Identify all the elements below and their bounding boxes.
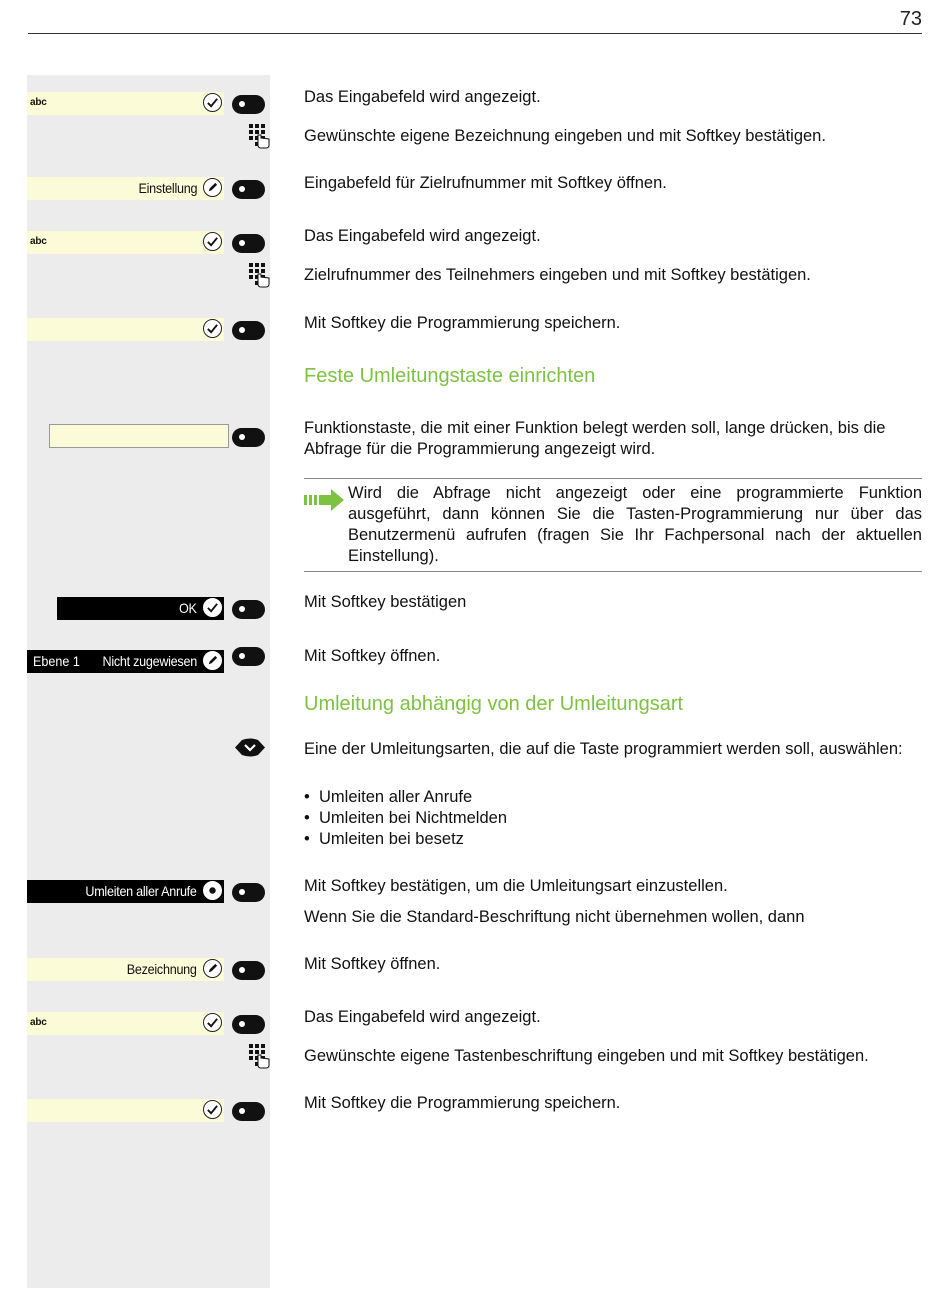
display-label: Bezeichnung — [127, 961, 197, 977]
check-circle-icon — [203, 319, 222, 338]
softkey[interactable] — [232, 1015, 265, 1034]
instruction-text: Eingabefeld für Zielrufnummer mit Softkey öffnen. — [304, 174, 667, 192]
list-item: • Umleiten aller Anrufe — [304, 787, 904, 808]
instruction-text: Mit Softkey die Programmierung speichern. — [304, 1094, 621, 1112]
softkey[interactable] — [232, 961, 265, 980]
softkey[interactable] — [232, 180, 265, 199]
abc-indicator: abc — [30, 97, 47, 108]
check-circle-icon — [203, 93, 222, 112]
instruction-text: Das Eingabefeld wird angezeigt. — [304, 1008, 541, 1026]
note-text: Wird die Abfrage nicht angezeigt oder eine programmierte Funktion ausgeführt, dann können Sie die Tasten-Programmierung nur über das Benutzermenü aufrufen (fragen Sie Ihr Fachpersonal nach der aktuellen Einstellung). — [348, 484, 922, 565]
pencil-circle-icon — [203, 651, 222, 670]
level-display — [27, 650, 224, 673]
keypad-icon — [248, 1043, 270, 1069]
function-key[interactable] — [232, 428, 265, 447]
level-label: Ebene 1 — [33, 653, 80, 669]
display-label: OK — [179, 600, 197, 616]
instruction-text: Das Eingabefeld wird angezeigt. — [304, 227, 541, 245]
forwarding-types-list — [304, 787, 904, 850]
softkey[interactable] — [232, 883, 265, 902]
label-display — [27, 958, 224, 981]
input-display — [27, 231, 224, 254]
abc-indicator: abc — [30, 236, 47, 247]
list-item: • Umleiten bei besetz — [304, 829, 904, 850]
softkey[interactable] — [232, 647, 265, 666]
input-display — [27, 92, 224, 115]
pencil-circle-icon — [203, 959, 222, 978]
instruction-text: Mit Softkey öffnen. — [304, 647, 441, 665]
keypad-icon — [248, 123, 270, 149]
note-arrow-icon — [304, 487, 346, 513]
check-circle-icon — [203, 232, 222, 251]
navigation-key-icon[interactable] — [234, 738, 266, 757]
softkey[interactable] — [232, 95, 265, 114]
check-circle-icon — [203, 1100, 222, 1119]
section-heading: Feste Umleitungstaste einrichten — [304, 365, 596, 387]
softkey[interactable] — [232, 1102, 265, 1121]
radio-selected-icon — [203, 881, 222, 900]
abc-indicator: abc — [30, 1017, 47, 1028]
instruction-text: Eine der Umleitungsarten, die auf die Taste programmiert werden soll, auswählen: — [304, 740, 903, 758]
instruction-text: Funktionstaste, die mit einer Funktion belegt werden soll, lange drücken, bis die Abfrage für die Programmierung angezeigt wird. — [304, 419, 886, 458]
instruction-text: Zielrufnummer des Teilnehmers eingeben und mit Softkey bestätigen. — [304, 266, 811, 284]
section-heading: Umleitung abhängig von der Umleitungsart — [304, 693, 684, 715]
header-rule — [28, 33, 922, 34]
display-label: Umleiten aller Anrufe — [85, 883, 197, 899]
instruction-text: Gewünschte eigene Tastenbeschriftung eingeben und mit Softkey bestätigen. — [304, 1047, 869, 1065]
forwarding-option-display — [27, 880, 224, 903]
keypad-icon — [248, 262, 270, 288]
instruction-text: Mit Softkey bestätigen — [304, 593, 467, 611]
note-box — [304, 478, 922, 572]
function-key-display — [49, 424, 229, 448]
instruction-text: Wenn Sie die Standard-Beschriftung nicht übernehmen wollen, dann — [304, 908, 805, 926]
page-number: 73 — [899, 8, 922, 30]
instruction-text: Das Eingabefeld wird angezeigt. — [304, 88, 541, 106]
instruction-text: Mit Softkey bestätigen, um die Umleitungsart einzustellen. — [304, 877, 728, 895]
display-label: Nicht zugewiesen — [102, 653, 197, 669]
ok-display — [57, 597, 224, 620]
display-label: Einstellung — [138, 180, 197, 196]
softkey[interactable] — [232, 321, 265, 340]
save-display — [27, 318, 224, 341]
list-item: • Umleiten bei Nichtmelden — [304, 808, 904, 829]
settings-display — [27, 177, 224, 200]
save-display — [27, 1099, 224, 1122]
input-display — [27, 1012, 224, 1035]
softkey[interactable] — [232, 600, 265, 619]
instruction-text: Mit Softkey öffnen. — [304, 955, 441, 973]
check-circle-icon — [203, 598, 222, 617]
instruction-text: Mit Softkey die Programmierung speichern. — [304, 314, 621, 332]
check-circle-icon — [203, 1013, 222, 1032]
pencil-circle-icon — [203, 178, 222, 197]
instruction-text: Gewünschte eigene Bezeichnung eingeben und mit Softkey bestätigen. — [304, 127, 826, 145]
softkey[interactable] — [232, 234, 265, 253]
